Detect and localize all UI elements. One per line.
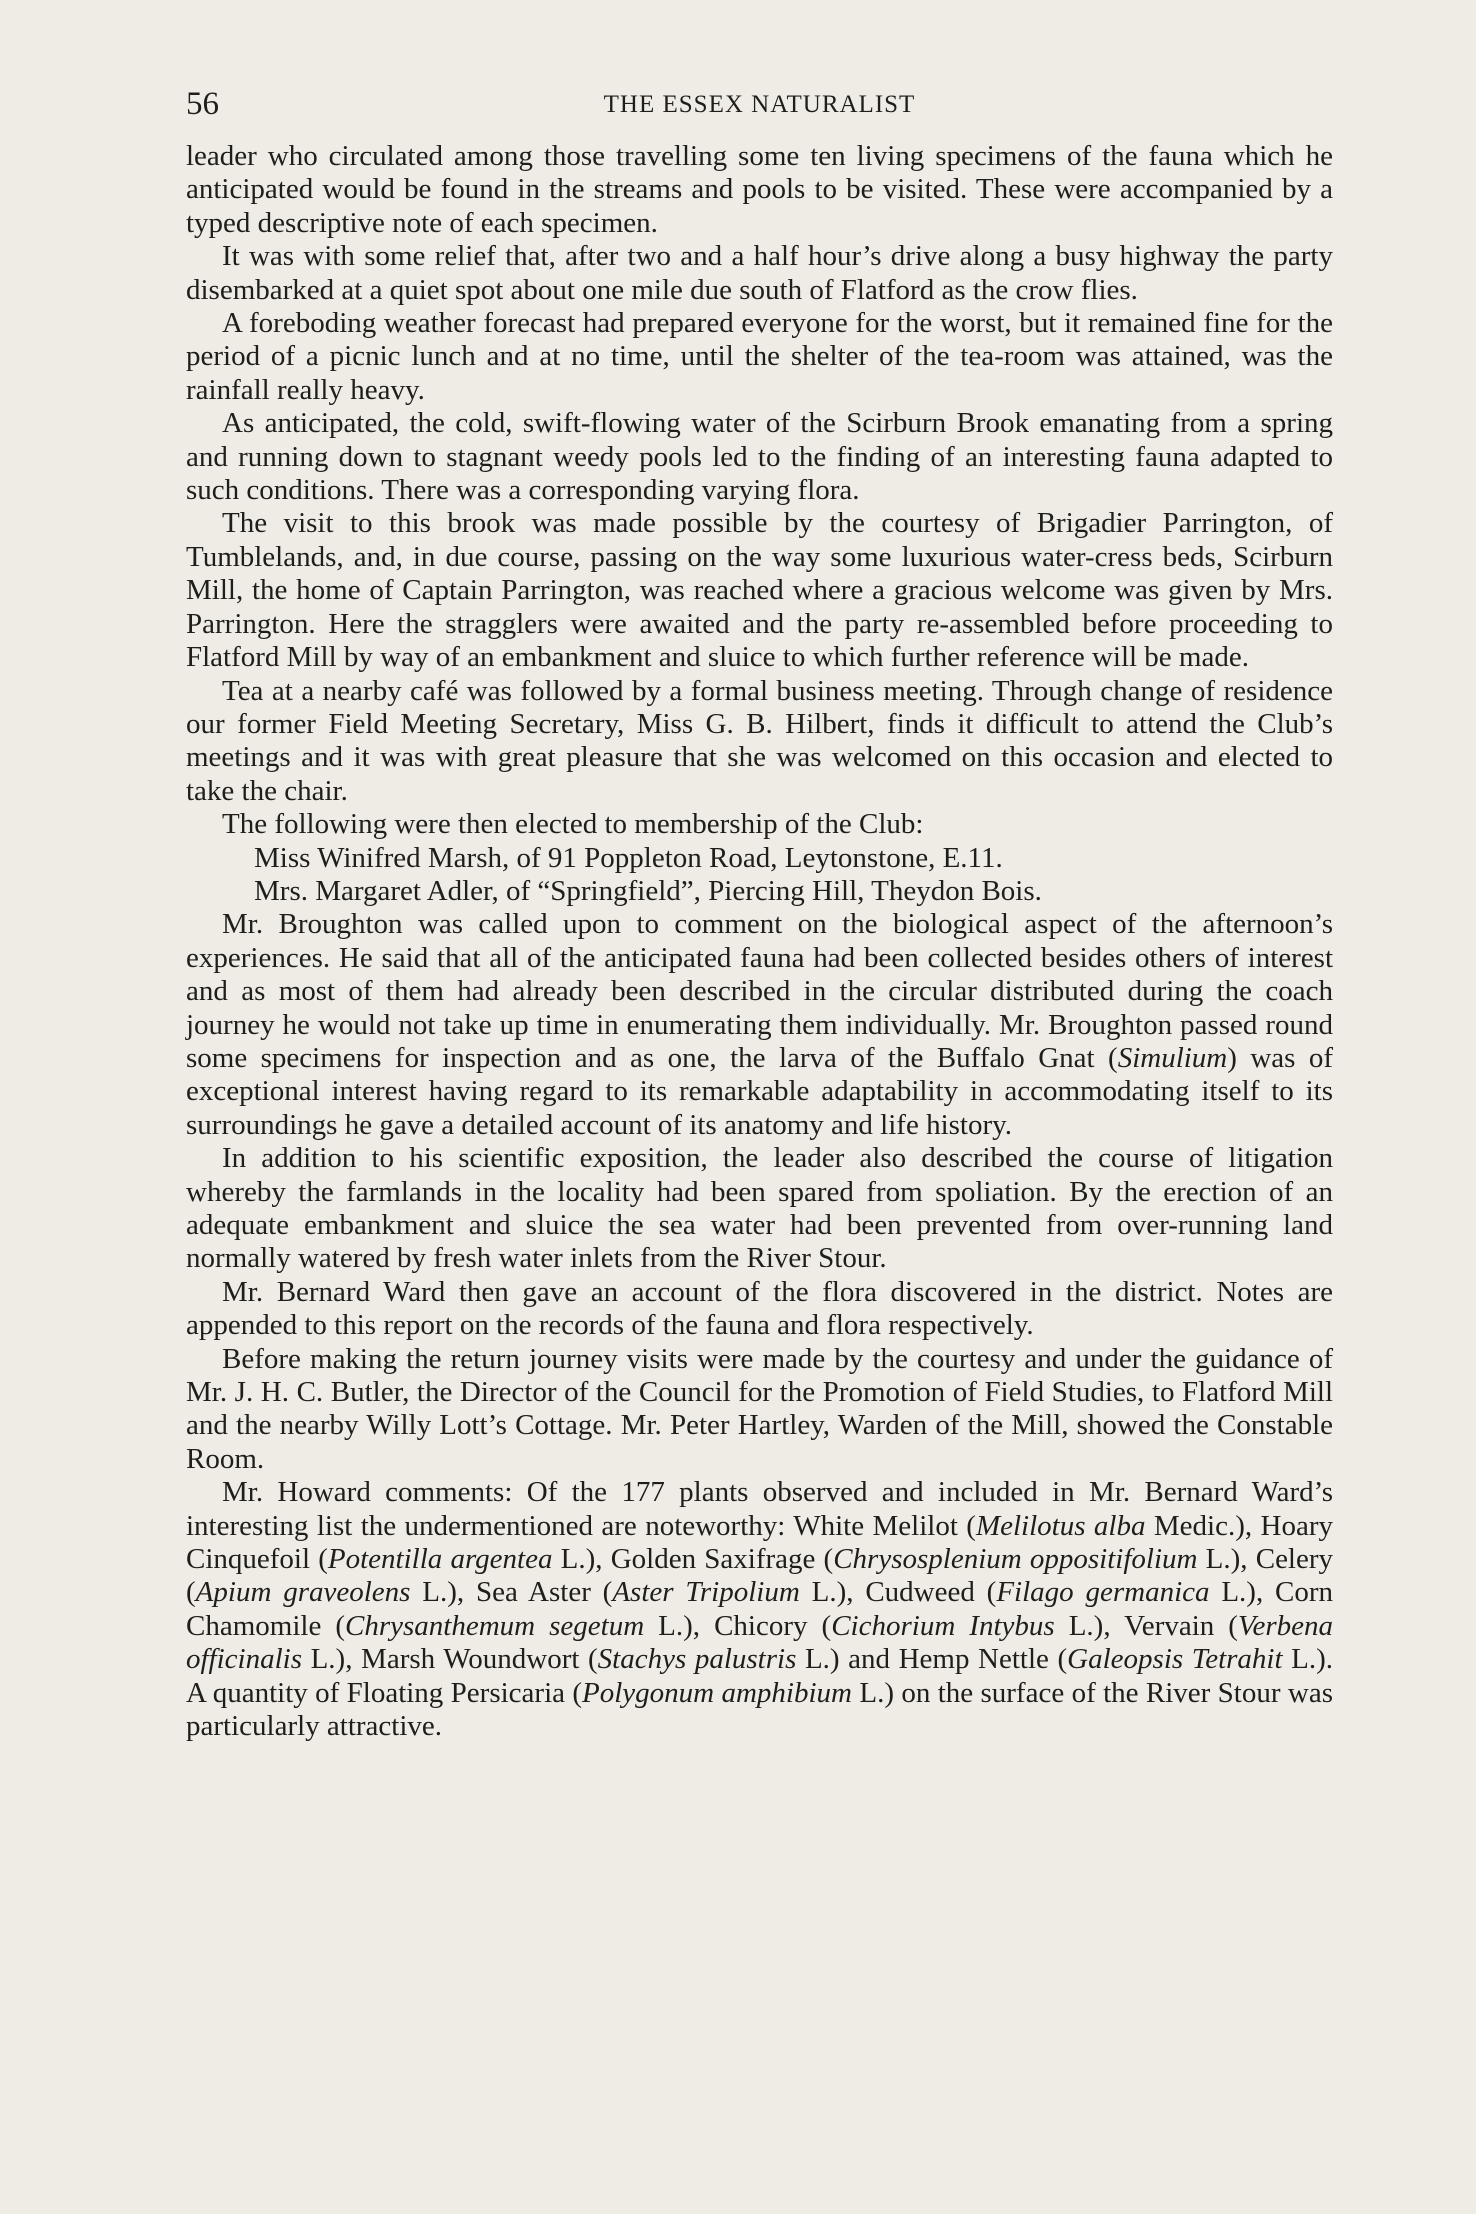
species-name: Polygonum amphibium [582, 1676, 852, 1709]
new-member-entry: Miss Winifred Marsh, of 91 Poppleton Road, Leytonstone, E.11. [254, 841, 1003, 874]
species-name: Stachys palustris [597, 1643, 797, 1676]
species-name: Chrysanthemum segetum [345, 1609, 645, 1642]
species-name: Melilotus alba [975, 1509, 1146, 1542]
text-run: ) was of exceptional interest having regard to its remarkable adaptability in accommodating itself to its surroundings he gave a detailed account of its anatomy and life history. [186, 1041, 1334, 1141]
new-member-entry: Mrs. Margaret Adler, of “Springfield”, Piercing Hill, Theydon Bois. [254, 874, 1042, 907]
paragraph-litigation: In addition to his scientific exposition, the leader also described the course of litigation whereby the farmlands in the locality had been spared from spoliation. By the erection of an adequate embankment and sluice the sea water had been prevented from over-running land normally watered by fresh water inlets from the River Stour. [186, 1142, 1333, 1275]
species-name: Chrysosplenium oppositifolium [833, 1543, 1198, 1576]
species-name: Simulium [1117, 1041, 1228, 1074]
paragraph-plants [186, 1476, 1333, 1743]
text-run: L.) on the surface of the River Stour was particularly attractive. [186, 1676, 1333, 1743]
paragraph-continuation: leader who circulated among those travelling some ten living specimens of the fauna which he anticipated would be found in the streams and pools to be visited. These were accompanied by a typed descriptive note of each specimen. [186, 140, 1333, 239]
text-run: L.), Sea Aster ( [410, 1576, 613, 1609]
paragraph-weather: A foreboding weather forecast had prepared everyone for the worst, but it remained fine for the period of a picnic lunch and at no time, until the shelter of the tea-room was attained, was the rainfall really heavy. [186, 307, 1333, 406]
paragraph-visit: The visit to this brook was made possible by the courtesy of Brigadier Parrington, of Tumblelands, and, in due course, passing on the way some luxurious water-cress beds, Scirburn Mill, the home of Captain Parrington, was reached where a gracious welcome was given by Mrs. Parrington. Here the stragglers were awaited and the party re-assembled before proceeding to Flatford Mill by way of an embankment and sluice to which further reference will be made. [186, 507, 1333, 674]
species-name: Filago germanica [996, 1576, 1210, 1609]
text-run: L.), Golden Saxifrage ( [552, 1543, 834, 1576]
text-run: L.), Vervain ( [1054, 1609, 1238, 1642]
text-run: L.), Chicory ( [644, 1609, 832, 1642]
paragraph-return-journey: Before making the return journey visits were made by the courtesy and under the guidance of Mr. J. H. C. Butler, the Director of the Council for the Promotion of Field Studies, to Flatford Mill and the nearby Willy Lott’s Cottage. Mr. Peter Hartley, Warden of the Mill, showed the Constable Room. [186, 1342, 1333, 1475]
text-run: Medic.), Hoary Cinquefoil ( [186, 1509, 1333, 1576]
running-title: THE ESSEX NATURALIST [603, 91, 916, 118]
species-name: Apium graveolens [195, 1576, 411, 1609]
text-run: L.), Cudweed ( [799, 1576, 997, 1609]
paragraph-broughton [186, 908, 1333, 1142]
paragraph-flora: Mr. Bernard Ward then gave an account of the flora discovered in the district. Notes are appended to this report on the records of the fauna and flora respectively. [186, 1275, 1333, 1342]
text-run: L.), Marsh Woundwort ( [302, 1643, 598, 1676]
text-run: L.). A quantity of Floating Persicaria ( [186, 1643, 1334, 1709]
species-name: Cichorium Intybus [831, 1609, 1055, 1642]
paragraph-drive: It was with some relief that, after two and a half hour’s drive along a busy highway the party disembarked at a quiet spot about one mile due south of Flatford as the crow flies. [186, 240, 1333, 306]
species-name: Verbena officinalis [186, 1609, 1333, 1676]
paragraph-scirburn-brook: As anticipated, the cold, swift-flowing water of the Scirburn Brook emanating from a spring and running down to stagnant weedy pools led to the finding of an interesting fauna adapted to such conditions. There was a corresponding varying flora. [186, 407, 1333, 507]
species-name: Aster Tripolium [612, 1576, 800, 1609]
paragraph-membership: The following were then elected to membership of the Club: [222, 808, 924, 841]
page-header [186, 84, 1333, 134]
text-run: Mr. Howard comments: Of the 177 plants observed and included in Mr. Bernard Ward’s interesting list the undermentioned are noteworthy: White Melilot ( [186, 1476, 1333, 1542]
text-run: L.), Celery ( [186, 1543, 1334, 1609]
page-number: 56 [186, 86, 219, 122]
species-name: Galeopsis Tetrahit [1067, 1643, 1283, 1676]
species-name: Potentilla argentea [327, 1543, 553, 1576]
text-run: L.) and Hemp Nettle ( [796, 1643, 1068, 1676]
text-run: L.), Corn Chamomile ( [186, 1576, 1334, 1642]
body-text [186, 140, 1333, 1744]
text-run: Mr. Broughton was called upon to comment on the biological aspect of the afternoon’s experiences. He said that all of the anticipated fauna had been collected besides others of interest and as most of them had already been described in the circular distributed during the coach journey he would not take up time in enumerating them individually. Mr. Broughton passed round some specimens for inspection and as one, the larva of the Buffalo Gnat ( [186, 908, 1333, 1074]
paragraph-business-meeting: Tea at a nearby café was followed by a formal business meeting. Through change of residence our former Field Meeting Secretary, Miss G. B. Hilbert, finds it difficult to attend the Club’s meetings and it was with great pleasure that she was welcomed on this occasion and elected to take the chair. [186, 674, 1333, 807]
